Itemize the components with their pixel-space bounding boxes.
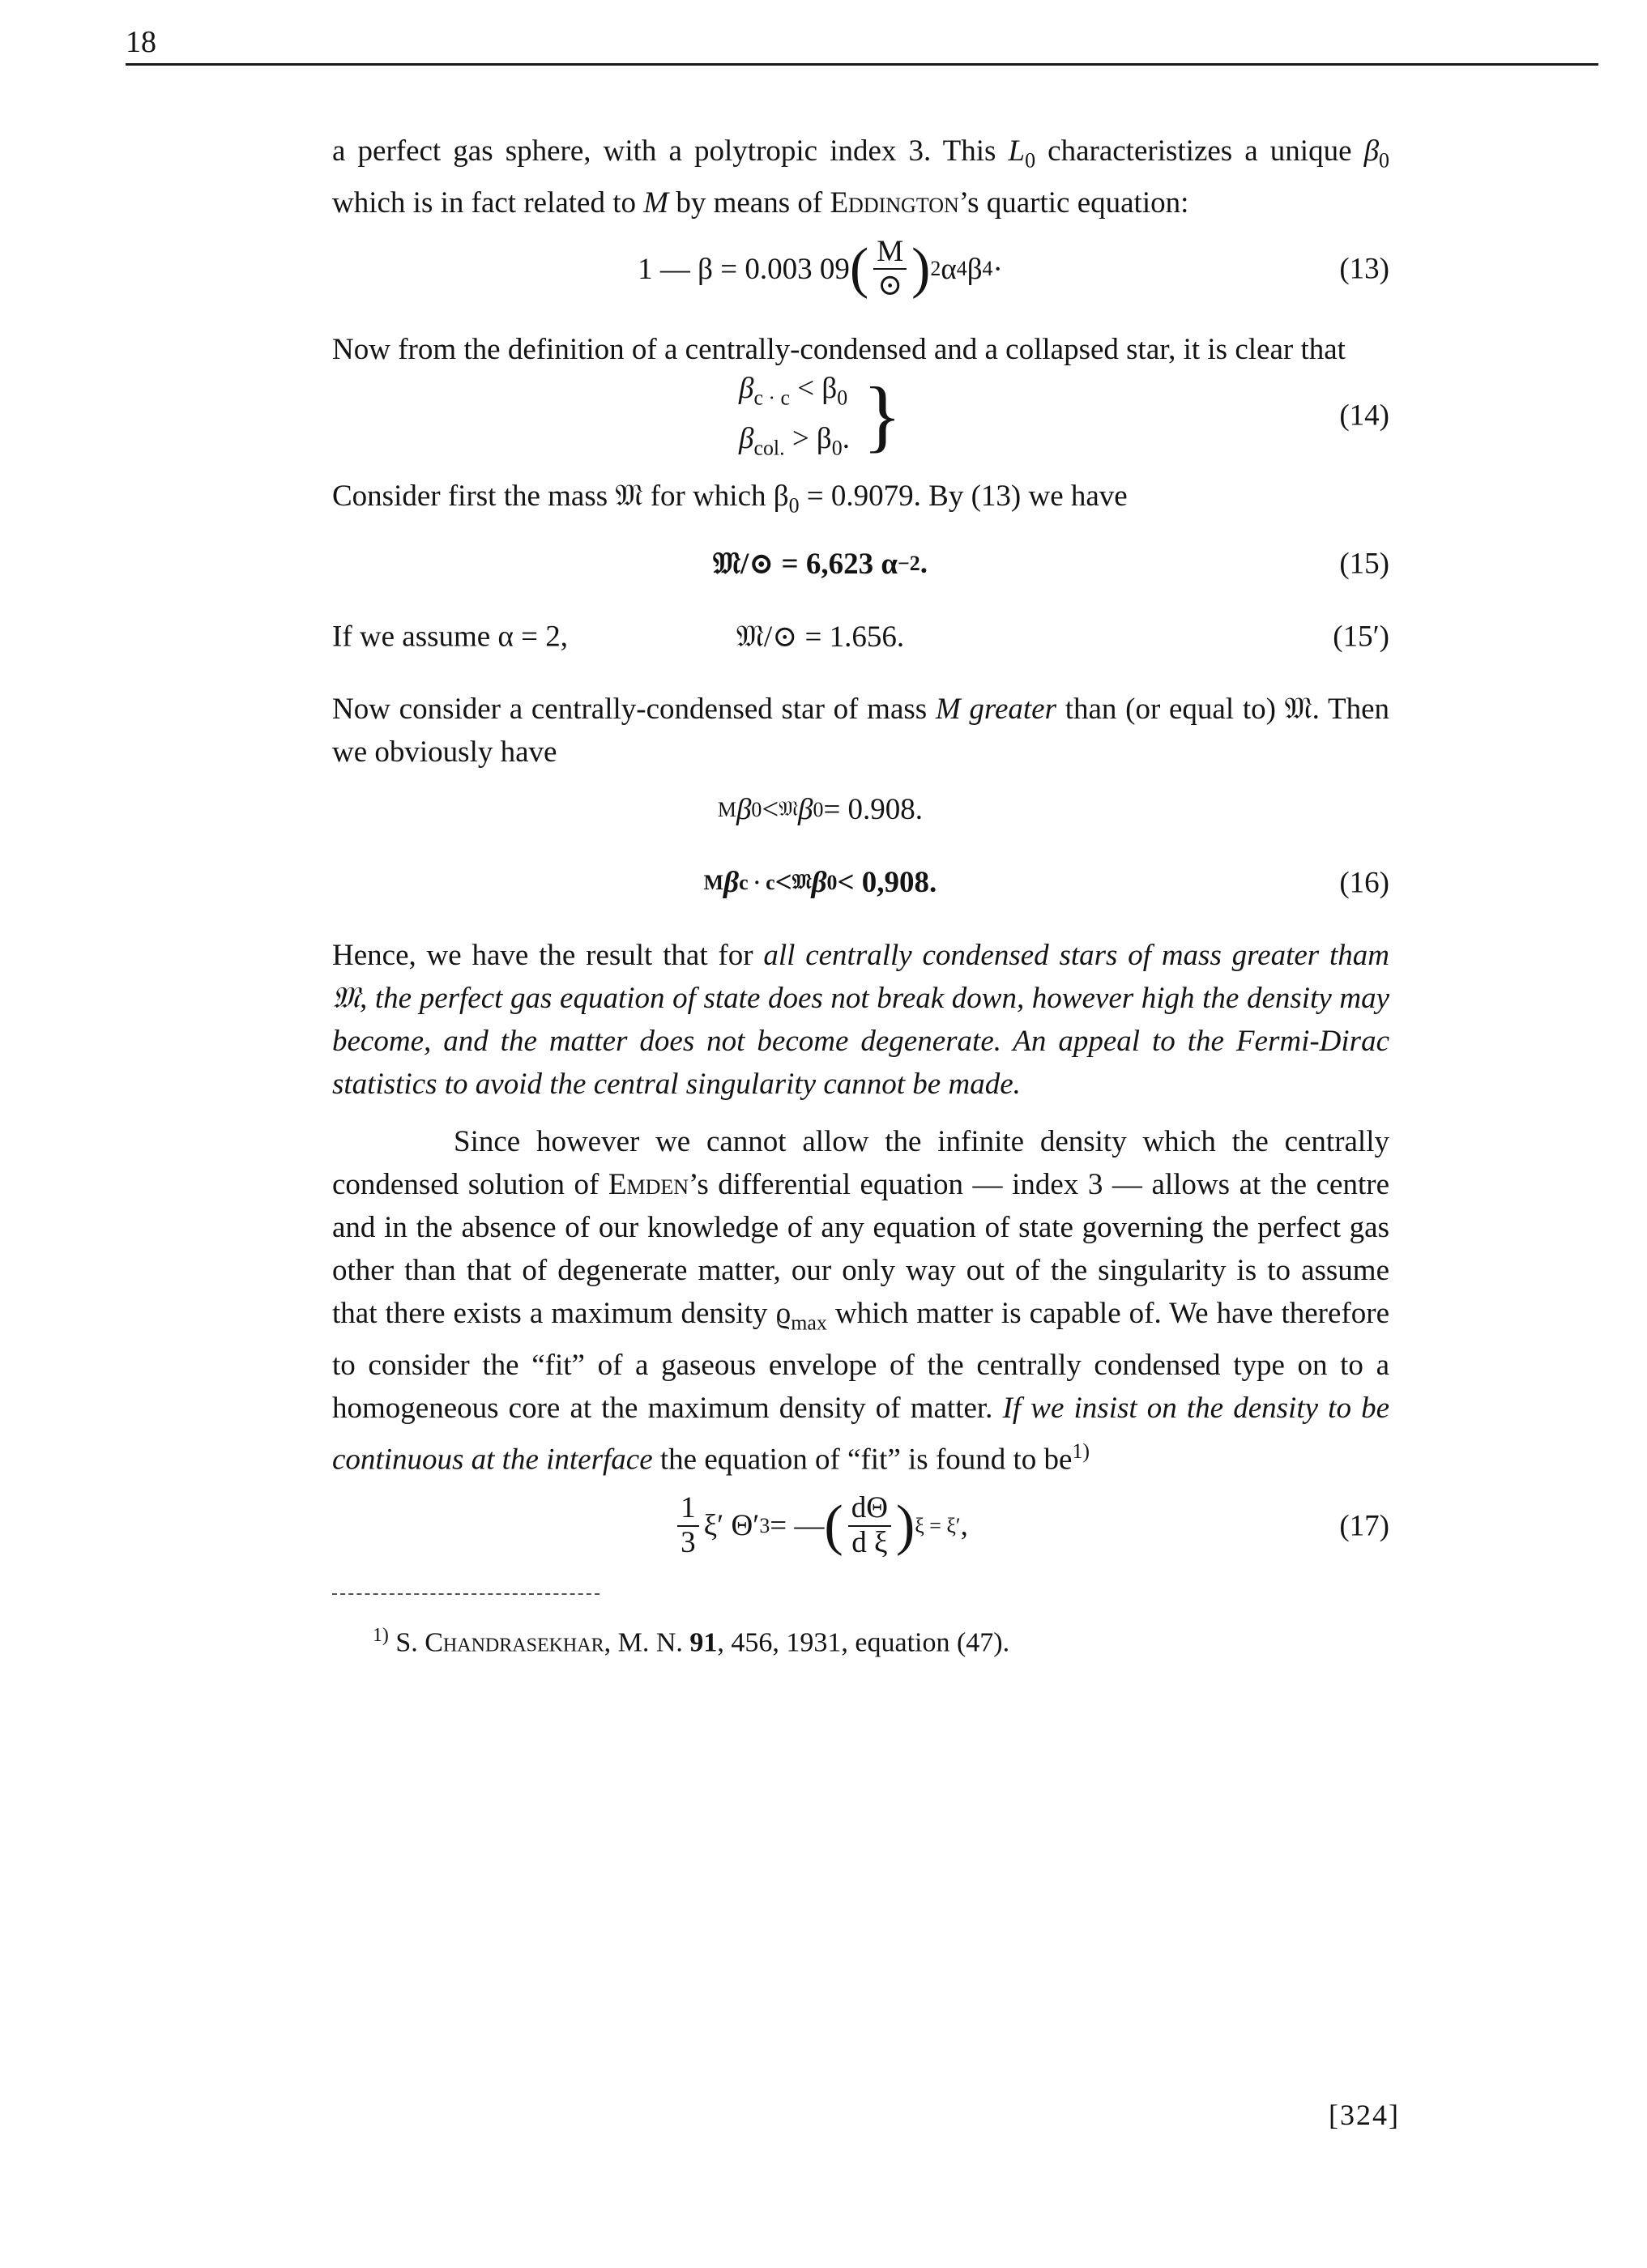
paragraph-consider: Now consider a centrally-condensed star of mass M greater than (or equal to) 𝔐. Then we obviously have	[332, 692, 1389, 769]
equation-label-17: (17)	[1339, 1509, 1389, 1542]
equation-14: $\beta_{c \cdot c} < \beta_0$ $\beta_{col.} > \beta_0$. } (14)	[739, 370, 1389, 461]
page-body	[332, 130, 1389, 1662]
equation-label-13: (13)	[1339, 252, 1389, 286]
equation-16a: M β 0 < 𝔐 β 0 = 0.908.	[717, 793, 924, 827]
bracketed-page-number: [324]	[1329, 2099, 1400, 2131]
page-number: 18	[126, 25, 156, 59]
header-rule	[126, 63, 1598, 66]
footnote: $^{1)}$ S. Chandrasekhar, M. N. 91, 456, 1931, equation (47).	[373, 1624, 1010, 1657]
equation-label-14: (14)	[1339, 399, 1389, 433]
equation-17: $\frac{1}{3}$ ξ′ Θ′ 3 = — ( $\frac{d\Theta}{\text{d ξ}}$ ) ξ = ξ′ , (17)	[332, 1481, 1389, 1571]
footnote-rule	[332, 1593, 599, 1595]
paragraph-singularity: Since however we cannot allow the infinite density which the centrally condensed solution of Emden’s differential equation — index 3 — allows at the centre and in the absence of our knowledge of any equation of state governing the perfect gas other than that of degenerate matter, our only way out of the singularity is to assume that there exists a maximum density $ϱ_{max}$ which matter is capable of. We have therefore to consider the “fit” of a gaseous envelope of the centrally condensed type on to a homogeneous core at the maximum density of matter. If we insist on the density to be continuous at the interface the equation of “fit” is found to $be^{1)}$	[332, 1124, 1389, 1477]
equation-label-15-prime: (15′)	[1333, 620, 1389, 654]
equation-16: M β c · c < 𝔐 β 0 < 0,908. (16)	[703, 866, 1389, 900]
equation-13: 1 — β = 0.003 09 ( $\frac{M}{⊙}$ ) 2 α 4 β 4 · (13)	[638, 234, 1389, 303]
paragraph-eddington: a perfect gas sphere, with a polytropic index 3. This $L_0$ characteristizes a unique $\beta_0$ which is in fact related to M by means of Eddington’s quartic equation:	[332, 134, 1389, 220]
paragraph-mass: Consider first the mass 𝔐 for which $\beta_0 = 0.9079$. By (13) we have	[332, 480, 1128, 518]
footnote-reference: 1)	[1072, 1439, 1090, 1464]
equation-label-16: (16)	[1339, 866, 1389, 900]
equation-label-15: (15)	[1339, 547, 1389, 581]
paragraph-definition: Now from the definition of a centrally-condensed and a collapsed star, it is clear that	[332, 333, 1346, 367]
equation-15-prime: If we assume α = 2, 𝔐/⊙ = 1.656. (15′)	[332, 620, 1389, 654]
assumption-text: If we assume α = 2,	[332, 620, 568, 654]
equation-15: 𝔐/⊙ = 6,623 α −2 . (15)	[712, 547, 1389, 582]
paragraph-result: Hence, we have the result that for all centrally condensed stars of mass greater tham 𝔐, the perfect gas equation of state does not break down, however high the density may become, and the matter does not become degenerate. An appeal to the Fermi-Dirac statistics to avoid the central singularity cannot be made.	[332, 938, 1389, 1101]
